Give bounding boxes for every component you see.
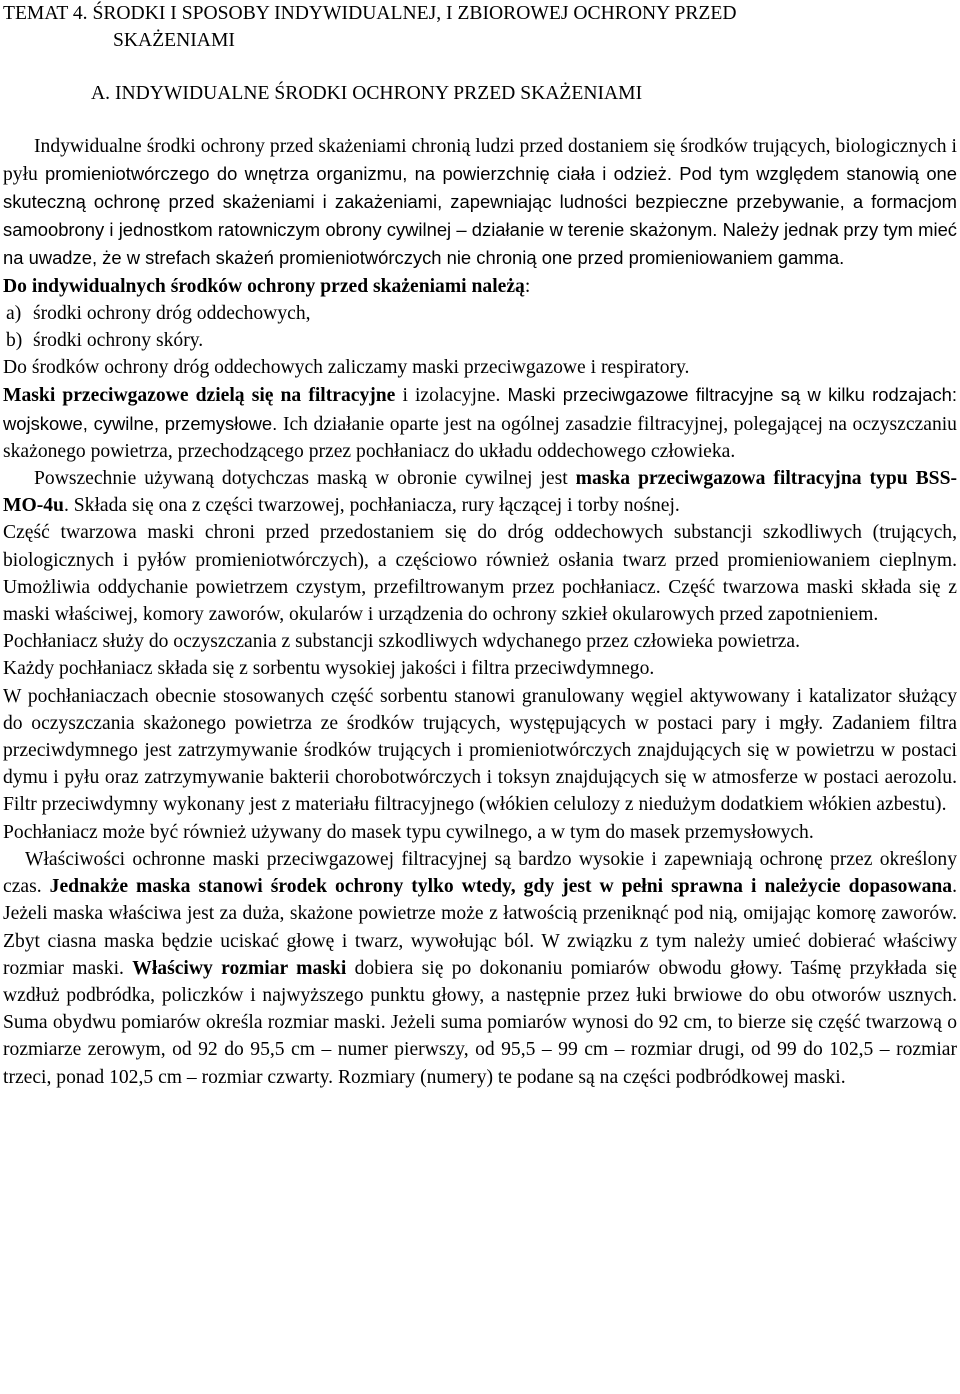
mask-types-text-c: Ich działanie oparte jest na ogólnej zasadzie filtracyjnej, polegającej na oczyszczaniu skażonego powietrza, przechodzącego przez pochłaniacz do układu oddechowego człowieka.: [3, 413, 957, 462]
categories-heading: Do indywidualnych środków ochrony przed skażeniami należą: [3, 275, 525, 297]
list-item: [3, 327, 957, 354]
bss-text-a: Powszechnie używaną dotychczas maską w obronie cywilnej jest: [34, 468, 576, 490]
fit-bold-1: Jednakże maska stanowi środek ochrony tylko wtedy, gdy jest w pełni sprawna i należycie dopasowana: [49, 876, 953, 898]
list-item-text: środki ochrony skóry.: [33, 330, 204, 352]
intro-text-a: Indywidualne środki ochrony przed skażeniami chronią ludzi przed dostaniem się środków trujących, biologicznych i pyłu: [3, 135, 957, 185]
paragraph-bss-mask: [3, 465, 957, 519]
list-marker: b): [6, 330, 23, 352]
paragraph-mask-types: [3, 381, 957, 465]
paragraph-categories: [3, 273, 957, 300]
bss-mask-name: maska przeciwgazowa filtracyjna typu BSS-MO-4u: [3, 468, 958, 517]
fit-bold-2: Właściwy rozmiar maski: [132, 957, 347, 979]
paragraph-face-piece: Część twarzowa maski chroni przed przedostaniem się do dróg oddechowych substancji szkodliwych (trujących, biologicznych i pyłów promieniotwórczych), a częściowo również osłania twarz przed promieniowaniem cieplnym. Umożliwia oddychanie powietrzem czystym, przefiltrowanym przez pochłaniacz. Część twarzowa maski składa się z maski właściwej, komory zaworów, okularów i urządzenia do ochrony szkieł okularowych przed zapotnieniem.: [3, 522, 957, 626]
section-heading-a: A. INDYWIDUALNE ŚRODKI OCHRONY PRZED SKAŻENIAMI: [91, 83, 643, 105]
list-marker: a): [6, 302, 22, 324]
fit-text-b: . Jeżeli maska właściwa jest za duża, skażone powietrze może z łatwością przeniknąć pod nią, omijając komorę zaworów. Zbyt ciasna maska będzie uciskać głowę i twarz, wywołując ból. W związku z tym należy umieć dobierać właściwy rozmiar maski.: [3, 876, 957, 979]
categories-list: [3, 300, 957, 354]
paragraph-mask-fit: [3, 846, 957, 1091]
list-item-text: środki ochrony dróg oddechowych,: [33, 302, 311, 324]
fit-text-a: Właściwości ochronne maski przeciwgazowej filtracyjnej są bardzo wysokie i zapewniają ochronę przez określony czas.: [3, 848, 957, 898]
fit-text-c: dobiera się po dokonaniu pomiarów obwodu głowy. Taśmę przykłada się wzdłuż podbródka, policzków i najwyższego punktu głowy, a następnie przez łuki brwiowe do obu otworów usznych. Suma obydwu pomiarów określa rozmiar maski. Jeżeli suma pomiarów wynosi do 92 cm, to bierze się część twarzową o rozmiarze zerowym, od 92 do 95,5 cm – numer pierwszy, od 95,5 – 99 cm – rozmiar drugi, od 99 do 102,5 – rozmiar trzeci, ponad 102,5 cm – rozmiar czwarty. Rozmiary (numery) te podane są na części podbródkowej maski.: [3, 957, 957, 1088]
document-title: [3, 0, 957, 54]
mask-types-text-a: i izolacyjne.: [395, 385, 508, 407]
paragraph-absorber-use: Pochłaniacz może być również używany do masek typu cywilnego, a w tym do masek przemysłowych.: [3, 821, 814, 843]
paragraph-absorber: Pochłaniacz służy do oczyszczania z substancji szkodliwych wdychanego przez człowieka powietrza.: [3, 631, 801, 653]
paragraph-sorbent: W pochłaniaczach obecnie stosowanych część sorbentu stanowi granulowany węgiel aktywowany i katalizator służący do oczyszczania skażonego powietrza ze środków trujących, występujących w postaci pary i mgły. Zadaniem filtra przeciwdymnego jest zatrzymywanie środków trujących i promieniotwórczych znajdujących się w powietrzu w postaci dymu i pyłu oraz zatrzymywanie bakterii chorobotwórczych i toksyn znajdujących się w atmosferze w postaci aerozolu. Filtr przeciwdymny wykonany jest z materiału filtracyjnego (włókien celulozy z niedużym dodatkiem włókien azbestu).: [3, 685, 957, 816]
title-line-2: SKAŻENIAMI: [113, 30, 235, 52]
title-line-1: TEMAT 4. ŚRODKI I SPOSOBY INDYWIDUALNEJ, I ZBIOROWEJ OCHRONY PRZED: [3, 3, 737, 24]
categories-colon: :: [524, 275, 531, 297]
paragraph-intro: [3, 133, 957, 273]
mask-types-text-b: Maski przeciwgazowe filtracyjne są w kilku rodzajach: wojskowe, cywilne, przemysłowe.: [3, 384, 958, 434]
paragraph-respiratory: Do środków ochrony dróg oddechowych zaliczamy maski przeciwgazowe i respiratory.: [3, 357, 690, 379]
list-item: [3, 300, 957, 327]
mask-types-bold: Maski przeciwgazowe dzielą się na filtracyjne: [3, 385, 396, 407]
paragraph-absorber-composition: Każdy pochłaniacz składa się z sorbentu wysokiej jakości i filtra przeciwdymnego.: [3, 658, 655, 680]
intro-text-b: promieniotwórczego do wnętrza organizmu, na powierzchnię ciała i odzież. Pod tym względem stanowią one skuteczną ochronę przed skażeniami i zakażeniami, zapewniając ludności bezpieczne przebywanie, a formacjom samoobrony i jednostkom ratowniczym obrony cywilnej – działanie w terenie skażonym. Należy jednak przy tym mieć na uwadze, że w strefach skażeń promieniotwórczych nie chronią one przed promieniowaniem gamma.: [3, 162, 957, 269]
bss-text-b: . Składa się ona z części twarzowej, pochłaniacza, rury łączącej i torby nośnej.: [63, 495, 680, 517]
